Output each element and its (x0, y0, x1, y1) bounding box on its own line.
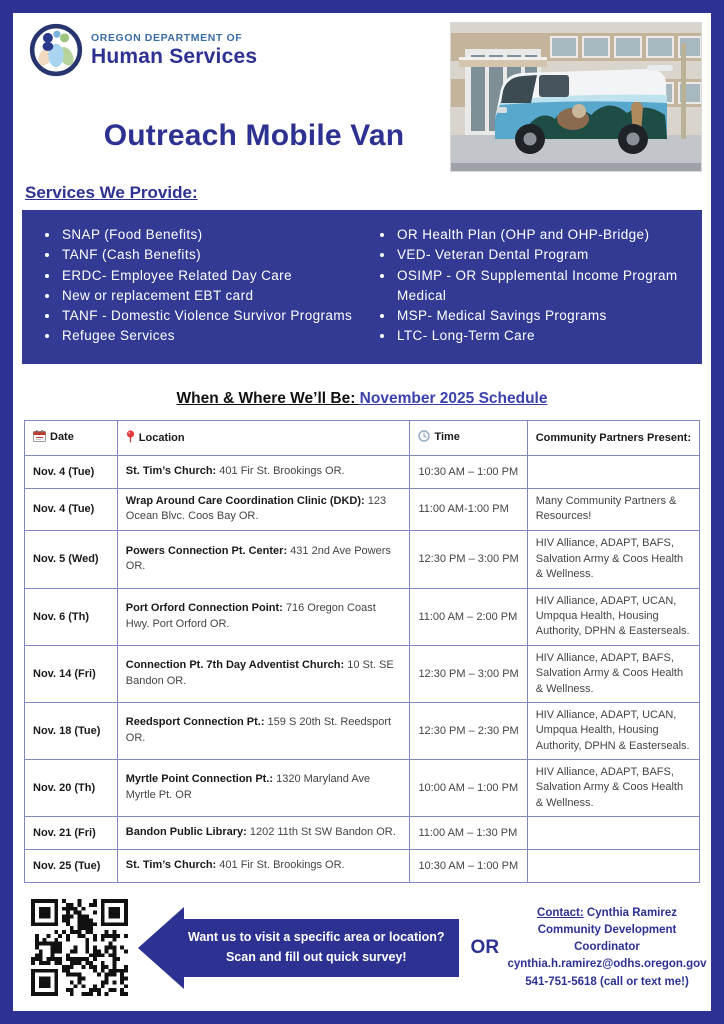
van-photo (450, 22, 702, 172)
cell-partners: HIV Alliance, ADAPT, BAFS, Salvation Army & Coos Health & Wellness. (527, 531, 699, 588)
cell-location: Connection Pt. 7th Day Adventist Church: 10 St. SE Bandon OR. (117, 645, 410, 702)
survey-arrow-text (184, 919, 459, 977)
cell-date: Nov. 18 (Tue) (25, 702, 118, 759)
service-item: • Refugee Services (60, 326, 357, 346)
table-row (25, 455, 700, 488)
schedule-heading-month: November 2025 Schedule (359, 389, 548, 407)
schedule-table (24, 420, 700, 884)
service-item: • OR Health Plan (OHP and OHP-Bridge) (395, 225, 692, 245)
cell-partners: HIV Alliance, ADAPT, UCAN, Umpqua Health, Housing Authority, DPHN & Easterseals. (527, 702, 699, 759)
column-header-location: Location (117, 420, 410, 455)
cell-time: 11:00 AM – 2:00 PM (410, 588, 527, 645)
cell-date: Nov. 25 (Tue) (25, 850, 118, 883)
cell-time: 12:30 PM – 2:30 PM (410, 702, 527, 759)
service-item: • OSIMP - OR Supplemental Income Program Medical (395, 266, 692, 307)
or-label: OR (470, 936, 500, 958)
logo-line2: Human Services (91, 44, 258, 68)
column-header-partners: Community Partners Present: (527, 420, 699, 455)
cell-time: 10:00 AM – 1:00 PM (410, 760, 527, 817)
contact-phone: 541-751-5618 (call or text me!) (525, 975, 689, 988)
cell-location: Myrtle Point Connection Pt.: 1320 Maryland Ave Myrtle Pt. OR (117, 760, 410, 817)
cell-date: Nov. 14 (Fri) (25, 645, 118, 702)
cell-date: Nov. 4 (Tue) (25, 488, 118, 531)
cell-location: St. Tim’s Church: 401 Fir St. Brookings OR. (117, 455, 410, 488)
table-row (25, 531, 700, 588)
survey-arrow-callout (138, 907, 459, 989)
logo-text (91, 32, 257, 69)
services-heading: Services We Provide: (25, 183, 198, 202)
table-row (25, 702, 700, 759)
service-item: • TANF (Cash Benefits) (60, 245, 357, 265)
cell-date: Nov. 5 (Wed) (25, 531, 118, 588)
cell-location: Bandon Public Library: 1202 11th St SW Bandon OR. (117, 817, 410, 850)
cell-time: 10:30 AM – 1:00 PM (410, 455, 527, 488)
table-row (25, 645, 700, 702)
service-item: • LTC- Long-Term Care (395, 326, 692, 346)
logo-line1: OREGON DEPARTMENT OF (91, 31, 243, 44)
cell-partners: Many Community Partners & Resources! (527, 488, 699, 531)
services-list-left (36, 225, 357, 347)
calendar-icon (33, 433, 46, 445)
cell-time: 11:00 AM – 1:30 PM (410, 817, 527, 850)
cell-partners: HIV Alliance, ADAPT, BAFS, Salvation Army & Coos Health & Wellness. (527, 645, 699, 702)
table-row (25, 488, 700, 531)
cell-location: St. Tim’s Church: 401 Fir St. Brookings OR. (117, 850, 410, 883)
cell-location: Reedsport Connection Pt.: 159 S 20th St. Reedsport OR. (117, 702, 410, 759)
left-arrow-icon (138, 907, 184, 989)
cell-time: 11:00 AM-1:00 PM (410, 488, 527, 531)
services-box (22, 210, 702, 364)
table-row (25, 760, 700, 817)
cell-date: Nov. 21 (Fri) (25, 817, 118, 850)
cell-partners (527, 850, 699, 883)
column-header-date: Date (25, 420, 118, 455)
cell-partners: HIV Alliance, ADAPT, BAFS, Salvation Army & Coos Health & Wellness. (527, 760, 699, 817)
schedule-header-row (25, 420, 700, 455)
column-header-time: Time (410, 420, 527, 455)
service-item: • New or replacement EBT card (60, 286, 357, 306)
services-list-right (371, 225, 692, 347)
cell-location: Wrap Around Care Coordination Clinic (DKD): 123 Ocean Blvc. Coos Bay OR. (117, 488, 410, 531)
contact-email: cynthia.h.ramirez@odhs.oregon.gov (507, 958, 707, 971)
table-row (25, 850, 700, 883)
service-item: • MSP- Medical Savings Programs (395, 306, 692, 326)
schedule-heading (13, 390, 711, 408)
cell-time: 12:30 PM – 3:00 PM (410, 645, 527, 702)
cell-location: Port Orford Connection Point: 716 Oregon Coast Hwy. Port Orford OR. (117, 588, 410, 645)
cell-date: Nov. 6 (Th) (25, 588, 118, 645)
service-item: • TANF - Domestic Violence Survivor Programs (60, 306, 357, 326)
contact-name-line: Contact: Cynthia Ramirez (537, 906, 677, 919)
service-item: • VED- Veteran Dental Program (395, 245, 692, 265)
service-item: • ERDC- Employee Related Day Care (60, 266, 357, 286)
service-item: • SNAP (Food Benefits) (60, 225, 357, 245)
pin-icon (126, 434, 135, 446)
cell-date: Nov. 20 (Th) (25, 760, 118, 817)
contact-block (507, 905, 707, 991)
page-title: Outreach Mobile Van (103, 119, 405, 152)
survey-line2: Scan and fill out quick survey! (225, 949, 407, 964)
clock-icon (418, 433, 430, 445)
survey-line1: Want us to visit a specific area or location? (188, 930, 445, 945)
qr-code (31, 899, 128, 996)
cell-partners (527, 817, 699, 850)
cell-date: Nov. 4 (Tue) (25, 455, 118, 488)
cell-partners: HIV Alliance, ADAPT, UCAN, Umpqua Health, Housing Authority, DPHN & Easterseals. (527, 588, 699, 645)
cell-time: 12:30 PM – 3:00 PM (410, 531, 527, 588)
footer (13, 899, 711, 996)
table-row (25, 817, 700, 850)
odhs-people-circle-icon (29, 23, 83, 77)
schedule-heading-when: When & Where We’ll Be: (176, 389, 360, 407)
cell-partners (527, 455, 699, 488)
cell-time: 10:30 AM – 1:00 PM (410, 850, 527, 883)
table-row (25, 588, 700, 645)
contact-role: Community Development Coordinator (537, 923, 677, 954)
cell-location: Powers Connection Pt. Center: 431 2nd Ave Powers OR. (117, 531, 410, 588)
